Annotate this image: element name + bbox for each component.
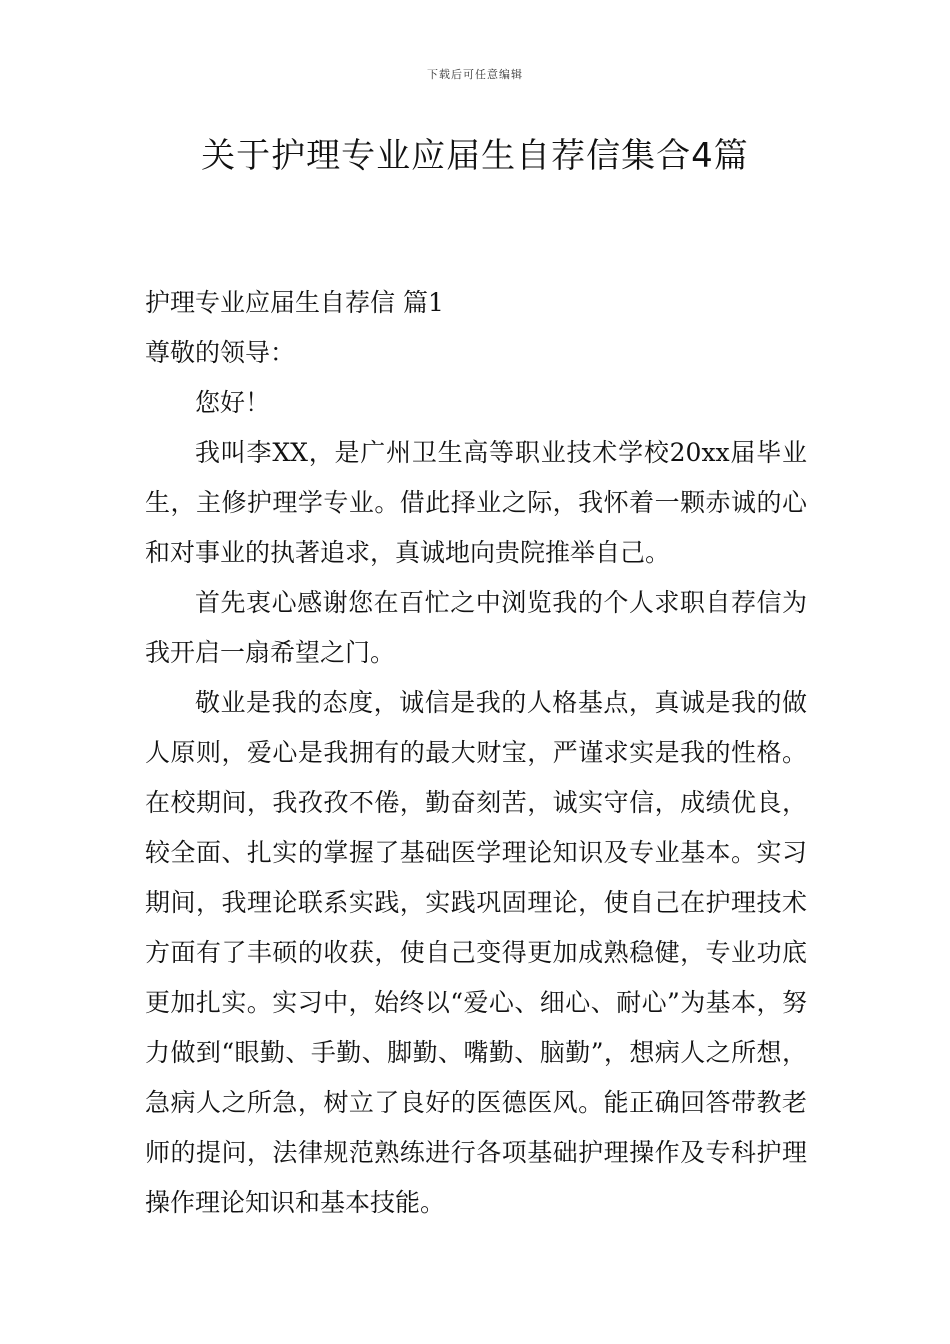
paragraph-qualities: 敬业是我的态度，诚信是我的人格基点，真诚是我的做人原则，爱心是我拥有的最大财宝，严谨求实是我的性格。在校期间，我孜孜不倦，勤奋刻苦，诚实守信，成绩优良，较全面、扎实的掌握了基础医学理论知识及专业基本。实习期间，我理论联系实践，实践巩固理论，使自己在护理技术方面有了丰硕的收获，使自己变得更加成熟稳健，专业功底更加扎实。实习中，始终以“爱心、细心、耐心”为基本，努力做到“眼勤、手勤、脚勤、嘴勤、脑勤”，想病人之所想，急病人之所急，树立了良好的医德医风。能正确回答带教老师的提问，法律规范熟练进行各项基础护理操作及专科护理操作理论知识和基本技能。 [145, 688, 807, 1217]
document-body [145, 278, 807, 1228]
greeting: 您好！ [195, 388, 271, 417]
paragraph-introduction: 我叫李XX，是广州卫生高等职业技术学校20xx届毕业生，主修护理学专业。借此择业之际，我怀着一颗赤诚的心和对事业的执著追求，真诚地向贵院推举自己。 [145, 438, 807, 567]
document-title: 关于护理专业应届生自荐信集合4篇 [201, 136, 749, 176]
section-heading: 护理专业应届生自荐信 篇1 [145, 288, 444, 317]
paragraph-thanks: 首先衷心感谢您在百忙之中浏览我的个人求职自荐信为我开启一扇希望之门。 [145, 588, 807, 667]
salutation: 尊敬的领导： [145, 338, 296, 367]
header-note: 下载后可任意编辑 [427, 68, 523, 81]
